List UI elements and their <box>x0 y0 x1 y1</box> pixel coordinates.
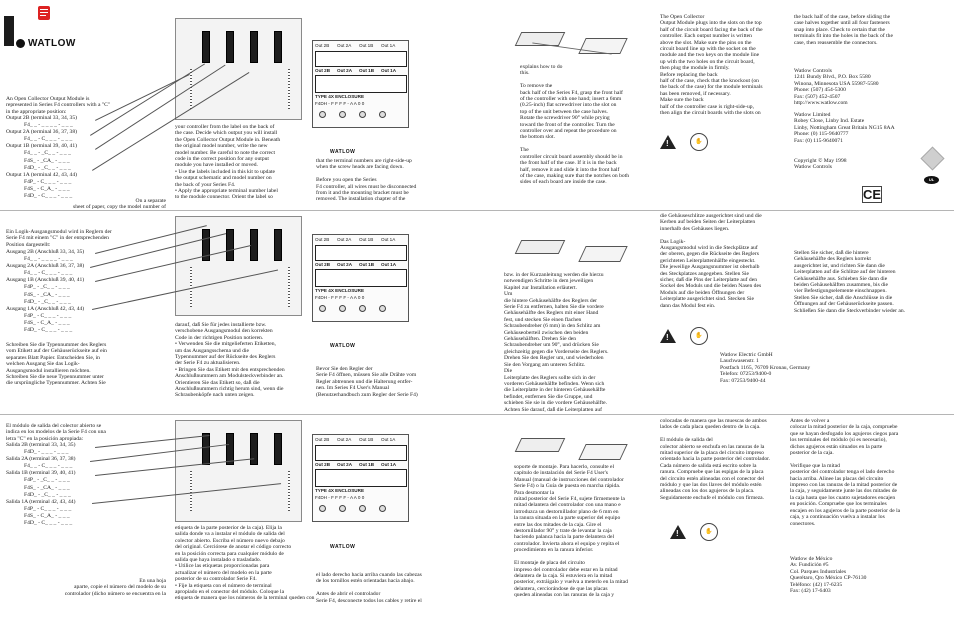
en-slot-9: F4P_ - C_ _ _ - _ _ _ <box>24 178 72 185</box>
de-connector-diagram <box>512 222 642 272</box>
en-plate-big-2: Out 1B <box>359 68 375 73</box>
en-plate-model: F4DH - F F F F - A A 0 0 <box>315 101 365 106</box>
en-slot-10: F4S_ - C_A_ - _ _ _ <box>24 185 70 192</box>
de-col5: die Gehäuseschlitze ausgerichtet sind und die Kerben auf beiden Seiten der Leiterplatten innerhalb des Gehäuses liegen. Das Logik- Ausgangsmodul wird in die Steckplätze auf der oberen, gegen die Rückseite des Reglers gerichteten Leiterplattenhälfte eingesteckt. Die jeweilige Ausgangsnummer ist oberhalb des Steckplatzes angegeben. Stellen Sie sicher, daß die Pins der Leiterplatte auf den Sockel des Moduls und die beiden Nasen des Moduls auf die beiden Öffnungen der Leiterplatte ausgerichtet sind. Stecken Sie dann das Modul fest ein. <box>660 213 762 309</box>
de-slot-0: Ausgang 2B (Anschluß 33, 34, 35) <box>6 249 85 255</box>
es-col5: colocadas de manera que las muescas de ambos lados de cada placa queden dentro de la caja. El módulo de salida del colector abierto se enchufa en las ranuras de la mitad superior de la placa del circuito impreso orientado hacia la parte posterior del controlador. Cada número de salida está escrito sobre la ranura. Compruebe que las espigas de la placa del circuito estén alineadas con el conector del módulo y que las dos llaves del módulo estén alineadas con los dos agujeros de la placa. Seguidamente enchufe el módulo con firmeza. <box>660 418 771 501</box>
de-plate-logo <box>330 334 355 352</box>
de-intro: Ein Logik-Ausgangsmodul wird in Reglern der Serie F4 mit einem "C" in der entsprechenden Position dargestellt: <box>6 229 112 248</box>
de-plate-enclosure: TYPE 4X ENCLOSURE <box>315 288 365 293</box>
es-plate-big-0: Out 2B <box>315 462 331 467</box>
en-label-plate-diagram <box>312 40 409 128</box>
es-slot-0: Salida 2B (terminal 33, 34, 35) <box>6 442 76 448</box>
en-plate-top-3: Out 1A <box>381 43 396 48</box>
en-slot-0: Output 2B (terminal 33, 34, 35) <box>6 115 78 121</box>
es-circuit-board-diagram <box>175 420 302 522</box>
en-slot-6: F4S_ - _CA_ - _ _ _ <box>24 157 70 164</box>
es-label-plate-diagram <box>312 434 409 522</box>
es-plate-big-2: Out 1B <box>359 462 375 467</box>
en-slot-1: F4_ _ - _ _ _ _ - _ _ _ <box>24 122 73 129</box>
es-slot-11: F4D_ - C_ _ _ - _ _ _ <box>24 520 73 527</box>
en-address: Watlow Controls 1241 Bundy Blvd., P.O. Box 5580 Winona, Minnesota USA 55987-5580 Phone: (507) 454-5300 Fax: (507) 452-4507 http://www.watlow.com <box>794 68 879 107</box>
es-connector-diagram <box>512 420 642 470</box>
es-address: Watlow de México Av. Fundición #5 Col. Parques Industriales Querétaro, Qro México CP-76130 Teléfono: (42) 17-6235 Fax: (42) 17-6403 <box>790 556 867 595</box>
de-slot-3: F4_ _ - C_ _ _ - _ _ _ <box>24 270 73 277</box>
de-slot-list <box>6 249 146 334</box>
es-slot-3: F4_ _ - C_ _ _ - _ _ _ <box>24 463 73 470</box>
de-slot-9: F4P_ - C_ _ _ - _ _ _ <box>24 312 72 319</box>
es-slot-list <box>6 442 146 527</box>
es-plate-enclosure: TYPE 4X ENCLOSURE <box>315 488 365 493</box>
de-plate-big-0: Out 2B <box>315 262 331 267</box>
en-plate-big-1: Out 2A <box>337 68 353 73</box>
de-col2: darauf, daß Sie für jedes installierte bzw. verschobene Ausgangsmodul den korrekten Code in der richtigen Position notieren. • Verwenden Sie die mitgelieferten Etiketten, um das Ausgangsschema und die Typennummer auf der Rückseite des Reglers der Serie F4 zu aktualisieren. • Bringen Sie das Etikett mit den entsprechenden Anschlußnummern am Modulsteckverbinder an. Orientieren Sie das Etikett so, daß die Anschlußnummern richtig herum sind, wenn die Schraubenköpfe nach unten zeigen. <box>175 322 285 399</box>
es-plate-top-1: Out 2A <box>337 437 352 442</box>
en-col4: explains how to do this. To remove the back half of the Series F4, grasp the front half of the controller with one hand; insert a 6mm (0.25-inch) flat screwdriver into the slot on top of the unit between the case halves. Rotate the screwdriver 90° while prying toward the front of the controller. Turn the controller over and repeat the procedure on the bottom slot. The controller circuit board assembly should be in the front half of the case. If it is in the back half, remove it and slide it into the front half of the case, making sure that the notches on both sides of each board are inside the case. <box>520 64 630 186</box>
en-col3: that the terminal numbers are right-side-up when the screw heads are facing down. Before you open the Series F4 controller, all wires must be disconnected from it and the mounting bracket must be removed. The installation chapter of the <box>316 158 417 203</box>
en-slot-11: F4D_ - C_ _ _ - _ _ _ <box>24 193 73 200</box>
es-slot-5: F4P_ - _C_ _ - _ _ _ <box>24 477 70 484</box>
de-slot-1: F4_ _ - _ _ _ _ - _ _ _ <box>24 256 73 263</box>
es-plate-top-0: Out 2B <box>315 437 330 442</box>
de-col1-tail: Schreiben Sie die Typennummer des Reglers vom Etikett auf der Gehäuserückseite auf ein separates Blatt Papier. Entscheiden Sie, in welchen Ausgang Sie das Logik- Ausgangsmodul installieren möchten. Schreiben Sie die neue Typennummer unter die ursprüngliche Typennummer. Achten Sie <box>6 342 107 387</box>
es-slot-10: F4S_ - C_A_ - _ _ _ <box>24 512 70 519</box>
es-slot-1: F4D_ - _ _ _ - _ _ _ <box>24 449 69 456</box>
en-slot-7: F4D_ - _C_ _ - _ _ _ <box>24 164 71 171</box>
de-slot-11: F4D_ - C_ _ _ - _ _ _ <box>24 327 73 334</box>
es-esd-icon: ✋ <box>700 523 718 541</box>
section-divider-2 <box>0 414 954 415</box>
de-plate-top-2: Out 1B <box>359 237 374 242</box>
en-plate-top-1: Out 2A <box>337 43 352 48</box>
section-divider-1 <box>0 210 954 211</box>
ul-mark-icon: UL <box>924 176 939 184</box>
en-col1-tail: On a separate sheet of paper, copy the model number of <box>73 198 166 211</box>
de-plate-big-1: Out 2A <box>337 262 353 267</box>
de-slot-6: F4S_ - _CA_ - _ _ _ <box>24 291 70 298</box>
de-circuit-board-diagram <box>175 216 302 316</box>
manual-book-icon <box>38 6 50 20</box>
de-esd-icon: ✋ <box>690 327 708 345</box>
es-slot-8: Salida 1A (terminal 42, 43, 44) <box>6 498 76 505</box>
en-plate-top-2: Out 1B <box>359 43 374 48</box>
en-plate-enclosure: TYPE 4X ENCLOSURE <box>315 94 365 99</box>
ce-mark-icon: CE <box>863 187 882 202</box>
es-col4: soporte de montaje. Para hacerlo, consulte el capítulo de instalación del Serie F4 User's Manual (manual de instrucciones del controlador Serie F4) o la Guía de puesta en marcha rápida. Para desmontar la mitad posterior del Serie F4, sujete firmemente la mitad delantera del controlador con una mano e introduzca un destornillador plano de 6 mm en la ranura situada en la parte superior del equipo entre las dos mitades de la caja. Gire el destornillador 90° y trate de levantar la caja haciendo palanca hacia la parte delantera del controlador. Invierta ahora el equipo y repita el procedimiento en la ranura inferior. El montaje de placa del circuito impreso del controlador debe estar en la mitad delantera de la caja. Si estuviera en la mitad posterior, extráigalo y vuelva a meterlo en la mitad delantera, cerciorándose de que las placas queden alineadas con las ranuras de la caja y <box>514 464 628 599</box>
en-plate-big-3: Out 1A <box>381 68 397 73</box>
de-plate-brand: WATLOW <box>330 343 356 349</box>
en-plate-top-0: Out 2B <box>315 43 330 48</box>
es-slot-4: Salida 1B (terminal 39, 40, 41) <box>6 470 76 477</box>
de-plate-big-2: Out 1B <box>359 262 375 267</box>
en-connector-diagram <box>512 14 642 64</box>
es-col6: Antes de volver a colocar la mitad posterior de la caja, compruebe que se hayan desfogado los agujeros ciegos para los terminales del módulo (si es necesario), dichos agujeros están situados en la parte posterior de la caja. Verifique que la mitad posterior del controlador tenga el lado derecho hacia arriba. Alinee las placas del circuito impreso con las ranuras de la mitad posterior de la caja, y seguidamente junte las dos mitades de la caja hasta que los cuatro sujetadores encajen en posición. Compruebe que los terminales encajen en los agujeros de la parte posterior de la caja, y a continuación vuelva a instalar los conectores. <box>790 418 901 527</box>
watlow-mark-icon <box>16 39 25 48</box>
en-slot-3: F4_ _ - C_ _ _ - _ _ _ <box>24 136 73 143</box>
es-plate-brand: WATLOW <box>330 544 356 550</box>
en-plate-logo <box>330 140 355 158</box>
de-plate-top-1: Out 2A <box>337 237 352 242</box>
de-slot-2: Ausgang 2A (Anschluß 36, 37, 38) <box>6 263 85 270</box>
es-slot-2: Salida 2A (terminal 36, 37, 38) <box>6 456 76 463</box>
en-slot-5: F4_ _ - _C_ _ - _ _ _ <box>24 150 71 157</box>
de-plate-top-3: Out 1A <box>381 237 396 242</box>
es-plate-big-3: Out 1A <box>381 462 397 467</box>
en-plate-big-0: Out 2B <box>315 68 331 73</box>
es-col3: el lado derecho hacia arriba cuando las cabezas de los tornillos estén orientadas hacia abajo. Antes de abrir el controlador Serie F4, desconecte todos los cables y retire el <box>316 572 422 604</box>
de-plate-model: F4DH - F F F F - A A 0 0 <box>315 295 365 300</box>
en-address-uk: Watlow Limited Robey Close, Linby Ind. Estate Linby, Nottingham Great Britain NG15 8AA Phone: (0) 115-9640777 Fax: (0) 115-9640071 <box>794 112 895 144</box>
de-label-plate-diagram <box>312 234 409 322</box>
de-slot-7: F4D_ - _C_ _ - _ _ _ <box>24 298 71 305</box>
es-intro: El módulo de salida del colector abierto se indica en los modelos de la Serie F4 con una letra "C" en la posición apropiada: <box>6 423 106 442</box>
en-slot-list <box>6 115 146 200</box>
de-slot-4: Ausgang 1B (Anschluß 39, 40, 41) <box>6 277 85 284</box>
es-warning-icon <box>670 525 686 539</box>
de-plate-big-3: Out 1A <box>381 262 397 267</box>
es-plate-logo <box>330 535 355 553</box>
de-col4: bzw. in der Kurzanleitung werden die hierzu notwendigen Schritte in dem jeweiligen Kapitel zur Installation erläutert. Um die hintere Gehäusehälfte des Reglers der Serie F4 zu entfernen, halten Sie die vordere Gehäusehälfte des Reglers mit einer Hand fest, und stecken Sie einen flachen Schraubendreher (6 mm) in den Schlitz am Gehäuseoberteil zwischen den beiden Gehäusehälften. Drehen Sie den Schraubendreher um 90°, und drücken Sie gleichzeitig gegen die Vorderseite des Reglers. Drehen Sie den Regler um, und wiederholen Sie den Vorgang am unteren Schlitz. Die Leiterplatte des Reglers sollte sich in der vorderen Gehäusehälfte befinden. Wenn sich die Leiterplatte in der hinteren Gehäusehälfte befindet, entfernen Sie die Gruppe, und schieben Sie sie in die vordere Gehäusehälfte. Achten Sie darauf, daß die Leiterplatten auf <box>504 272 609 413</box>
en-intro: An Open Collector Output Module is represented in Series F4 controllers with a "C" in the appropriate position: <box>6 96 111 115</box>
de-col6: Stellen Sie sicher, daß die hintere Gehäusehälfte des Reglers korrekt ausgerichtet ist, und richten Sie dann die Leiterplatten auf die Schlitze auf der hinteren Gehäusehälfte aus. Schieben Sie dann die beiden Gehäusehälften zusammen, bis die vier Befestigungselemente einschnappen. Stellen Sie sicher, daß die Anschlüsse in die Öffnungen auf der Gehäuserückseite passen. Schließen Sie dann die Steckverbinder wieder an. <box>794 250 906 314</box>
de-slot-8: Ausgang 1A (Anschluß 42, 43, 44) <box>6 305 85 312</box>
de-warning-icon <box>660 329 676 343</box>
en-plate-brand: WATLOW <box>330 149 356 155</box>
es-plate-model: F4DH - F F F F - A A 0 0 <box>315 495 365 500</box>
es-plate-top-3: Out 1A <box>381 437 396 442</box>
brand-name: WATLOW <box>28 38 76 49</box>
en-col2: your controller from the label on the back of the case. Decide which output you will install the Open Collector Output Module in. Beneath the original model number, write the new model number. Be careful to note the correct code in the correct position for any output module you have installed or moved. • Use the labels included in this kit to update the output schematic and model number on the back of your Series F4. • Apply the appropriate terminal number label to the module connector. Orient the label so <box>175 124 281 201</box>
en-col6: the back half of the case, before sliding the case halves together until all four fasteners snap into place. Check to certain that the terminals fit into the holes in the back of the case, then reassemble the connectors. <box>794 14 893 46</box>
de-address: Watlow Electric GmbH Lauchwasenstr. 1 Postfach 1165, 76709 Kronau, Germany Telefon: 07253/9400-0 Fax: 07253/9400-44 <box>720 352 811 384</box>
de-slot-10: F4S_ - C_A_ - _ _ _ <box>24 319 70 326</box>
es-col1-tail: En una hoja aparte, copie el número del modelo de su controlador (dicho número se encuentra en la <box>64 578 166 597</box>
en-slot-2: Output 2A (terminal 36, 37, 38) <box>6 129 78 136</box>
es-plate-top-2: Out 1B <box>359 437 374 442</box>
es-col2: etiqueta de la parte posterior de la caja). Elija la salida donde va a instalar el módulo de salida del colector abierto. Escriba el número nuevo debajo del original. Cerciórese de anotar el código correcto en la posición correcta para cualquier módulo de salida que haya instalado o trasladado. • Utilice las etiquetas proporcionadas para actualizar el número del modelo en la parte posterior de su controlador Serie F4. • Fije la etiqueta con el número de terminal apropiado en el conector del módulo. Coloque la etiqueta de manera que los números de la terminal queden con <box>175 525 315 602</box>
logo-side-bar <box>4 16 14 46</box>
es-slot-6: F4S_ - _CA_ - _ _ _ <box>24 484 70 491</box>
es-slot-9: F4P_ - C_ _ _ - _ _ _ <box>24 505 72 512</box>
en-slot-4: Output 1B (terminal 39, 40, 41) <box>6 143 78 150</box>
en-warning-icon <box>660 135 676 149</box>
de-slot-5: F4P_ - _C_ _ - _ _ _ <box>24 284 70 291</box>
de-col3: Bevor Sie den Regler der Serie F4 öffnen, müssen Sie alle Drähte vom Regler abtrennen und die Halterung entfer- nen. Im Series F4 User's Manual (Benutzerhandbuch zum Regler der Serie F4) <box>316 366 418 398</box>
es-plate-big-1: Out 2A <box>337 462 353 467</box>
es-slot-7: F4D_ - _C_ _ - _ _ _ <box>24 491 71 498</box>
en-col5: The Open Collector Output Module plugs into the slots on the top half of the circuit board facing the back of the controller. Each output number is written above the slot. Make sure the pins on the circuit board line up with the socket on the module and the two keys on the module line up with the two holes on the circuit board, then plug the module in firmly. Before replacing the back half of the case, check that the knockout (on the back of the case) for the module terminals has been removed, if necessary. Make sure the back half of the controller case is right-side-up, then align the circuit boards with the slots on <box>660 14 763 117</box>
de-plate-top-0: Out 2B <box>315 237 330 242</box>
en-esd-icon: ✋ <box>690 133 708 151</box>
en-slot-8: Output 1A (terminal 42, 43, 44) <box>6 171 78 178</box>
en-copyright: Copyright © May 1998 Watlow Controls <box>794 158 847 171</box>
